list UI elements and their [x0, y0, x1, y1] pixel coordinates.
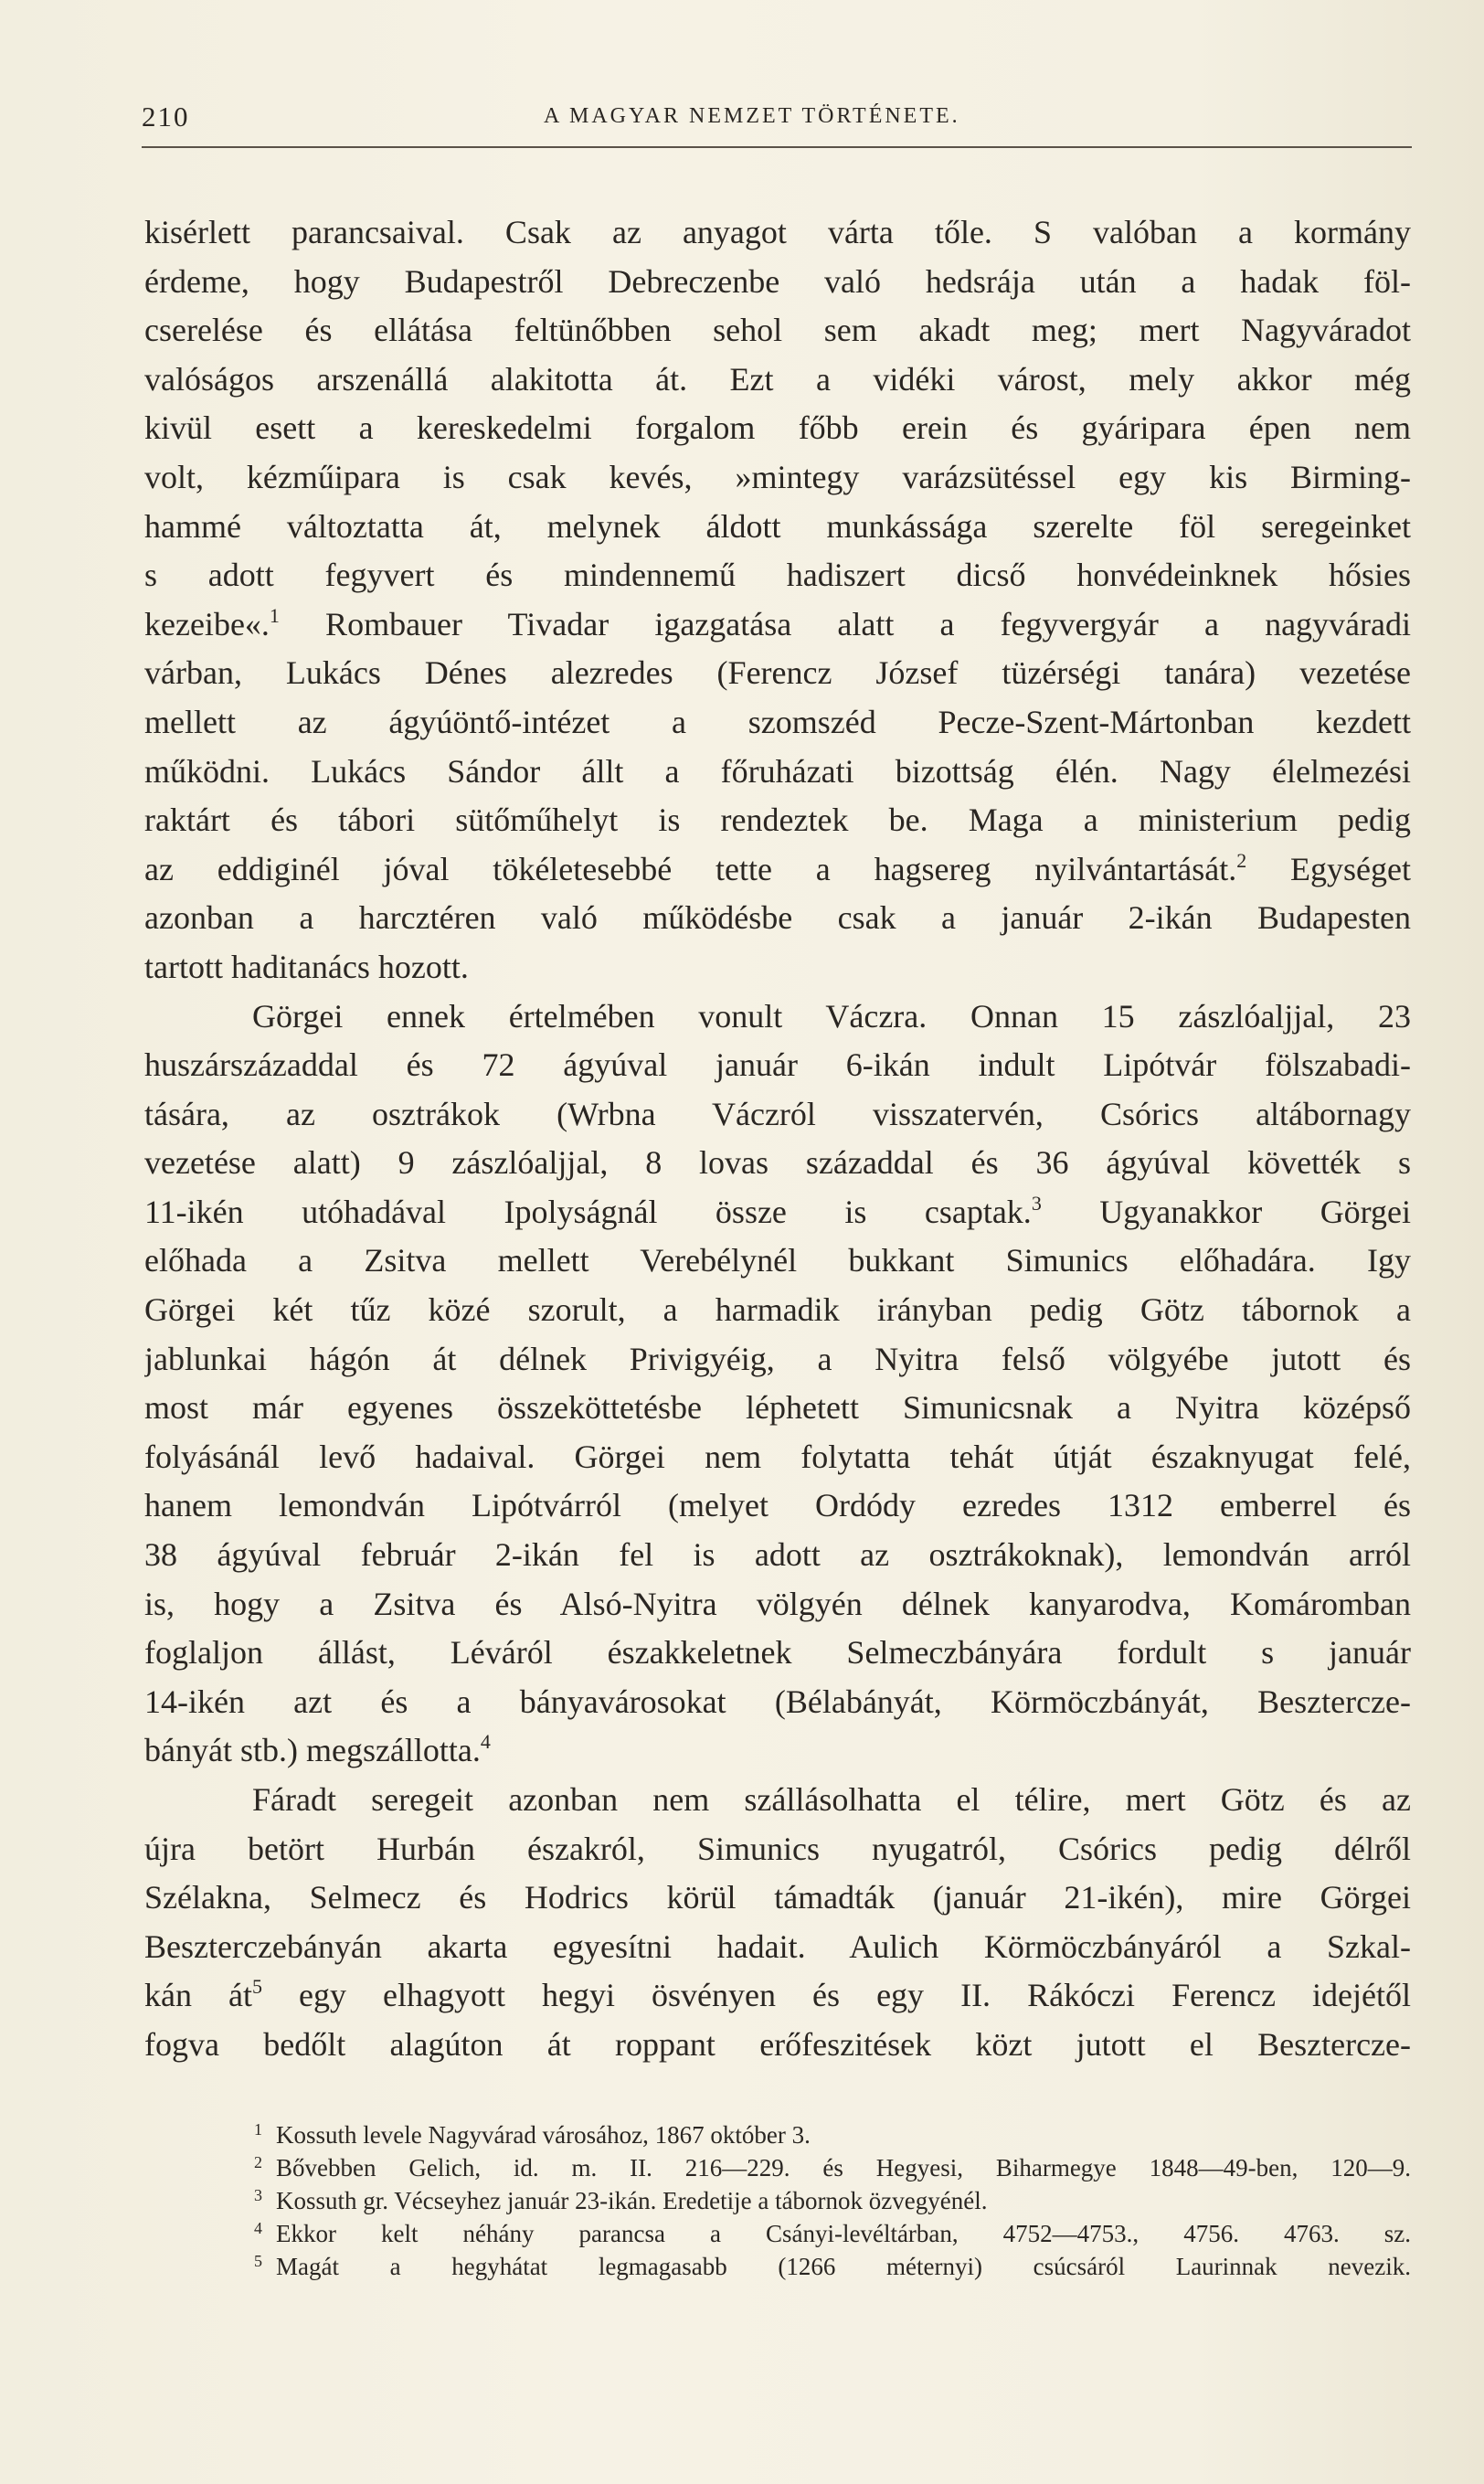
text-segment: bányát stb.) megszállotta. — [144, 1732, 481, 1769]
footnote-text: Magát a hegyhátat legmagasabb (1266 méternyi) csúcsáról Laurinnak nevezik. — [276, 2253, 1411, 2280]
footnote-text: Bővebben Gelich, id. m. II. 216—229. és Hegyesi, Biharmegye 1848—49-ben, 120—9. — [276, 2154, 1411, 2181]
text-segment: kezeibe«. — [144, 605, 270, 642]
text-line: vezetése alatt) 9 zászlóaljjal, 8 lovas századdal és 36 ágyúval követték s — [144, 1144, 1411, 1182]
text-line — [144, 1971, 1411, 2021]
text-line — [144, 845, 1411, 895]
text-segment: egy elhagyott hegyi ösvényen és egy II. Rákóczi Ferencz idejétől — [262, 1977, 1411, 2014]
footnote-ref: 2 — [1236, 848, 1247, 872]
text-line: fogva bedőlt alagúton át roppant erőfeszitések közt jutott el Beszterczе- — [144, 2025, 1411, 2063]
footnote-ref: 1 — [269, 603, 280, 627]
text-line: most már egyenes összeköttetésbe léphetett Simunicsnak a Nyitra középső — [144, 1389, 1411, 1427]
text-line: foglaljon állást, Léváról északkeletnek Selmeczbányára fordult s január — [144, 1634, 1411, 1672]
text-line: tartott haditanács hozott. — [144, 948, 469, 985]
footnote-ref: 5 — [252, 1975, 262, 1999]
text-line — [144, 1726, 1411, 1776]
text-line: Görgei ennek értelmében vonult Váczra. Onnan 15 zászlóaljjal, 23 — [252, 997, 1411, 1035]
text-segment: kán át — [144, 1977, 252, 2014]
footnote-ref: 3 — [1031, 1191, 1042, 1215]
footnote-mark: 5 — [254, 2252, 262, 2270]
text-line: Szélakna, Selmecz és Hodrics körül támadták (január 21-ikén), mire Görgei — [144, 1879, 1411, 1916]
text-line: volt, kézműipara is csak kevés, »mintegy varázsütéssel egy kis Birming- — [144, 458, 1411, 495]
text-line — [144, 600, 1411, 650]
footnote-mark: 1 — [254, 2120, 262, 2139]
text-line: tására, az osztrákok (Wrbna Váczról visszatervén, Csórics altábornagy — [144, 1095, 1411, 1132]
text-line: raktárt és tábori sütőműhelyt is rendeztek be. Maga a ministerium pedig — [144, 801, 1411, 839]
text-line — [144, 1188, 1411, 1237]
text-line: kisérlett parancsaival. Csak az anyagot várta tőle. S valóban a kormány — [144, 214, 1411, 250]
page-header — [142, 95, 1412, 148]
footnote — [144, 2118, 1411, 2151]
footnote-mark: 4 — [254, 2219, 262, 2237]
text-segment: Egységet — [1246, 850, 1411, 887]
text-line: hammé változtatta át, melynek áldott munkássága szerelte föl seregeinket — [144, 507, 1411, 545]
footnote-mark: 2 — [254, 2153, 262, 2171]
footnote-ref: 4 — [480, 1730, 491, 1754]
text-line: újra betört Hurbán északról, Simunics nyugatról, Csórics pedig délről — [144, 1830, 1411, 1867]
text-segment: 11-ikén utóhadával Ipolyságnál össze is csaptak. — [144, 1193, 1032, 1230]
text-line: várban, Lukács Dénes alezredes (Ferencz József tüzérségi tanára) vezetése — [144, 654, 1411, 692]
text-line: érdeme, hogy Budapestről Debreczenbe való hedsrája után a hadak föl- — [144, 262, 1411, 300]
text-line: huszárszázaddal és 72 ágyúval január 6-ikán indult Lipótvár fölszabadi- — [144, 1046, 1411, 1084]
footnote-text: Kossuth gr. Vécseyhez január 23-ikán. Eredetije a tábornok özvegyénél. — [276, 2187, 988, 2214]
text-line: előhada a Zsitva mellett Verebélynél bukkant Simunics előhadára. Igy — [144, 1242, 1411, 1279]
footnote-text: Ekkor kelt néhány parancsa a Csányi-levéltárban, 4752—4753., 4756. 4763. sz. — [276, 2220, 1411, 2247]
text-line: Görgei két tűz közé szorult, a harmadik irányban pedig Götz tábornok a — [144, 1291, 1411, 1329]
text-segment: Rombauer Tivadar igazgatása alatt a fegyvergyár a nagyváradi — [279, 605, 1411, 642]
text-line: valóságos arszenállá alakitotta át. Ezt a vidéki várost, mely akkor még — [144, 360, 1411, 398]
text-line: Fáradt seregeit azonban nem szállásolhatta el télire, mert Götz és az — [252, 1781, 1411, 1818]
text-segment: az eddiginél jóval tökéletesebbé tette a hagsereg nyilvántartását. — [144, 850, 1237, 887]
text-line: folyásánál levő hadaival. Görgei nem folytatta tehát útját északnyugat felé, — [144, 1438, 1411, 1475]
text-line: működni. Lukács Sándor állt a főruházati bizottság élén. Nagy élelmezési — [144, 752, 1411, 790]
text-segment: Ugyanakkor Görgei — [1041, 1193, 1411, 1230]
body-text — [144, 208, 1411, 2070]
text-line: hanem lemondván Lipótvárról (melyet Ordódy ezredes 1312 emberrel és — [144, 1487, 1411, 1524]
text-line: cserelése és ellátása feltünőbben sehol sem akadt meg; mert Nagyváradot — [144, 312, 1411, 349]
text-line: 38 ágyúval február 2-ikán fel is adott az osztrákoknak), lemondván arról — [144, 1536, 1411, 1574]
text-line: mellett az ágyúöntő-intézet a szomszéd Pecze-Szent-Mártonban kezdett — [144, 703, 1411, 740]
text-line: s adott fegyvert és mindennemű hadiszert dicső honvédeinknek hősies — [144, 557, 1411, 594]
text-line: is, hogy a Zsitva és Alsó-Nyitra völgyén délnek kanyarodva, Komáromban — [144, 1585, 1411, 1622]
text-line: azonban a harcztéren való működésbe csak a január 2-ikán Budapesten — [144, 899, 1411, 937]
footnote-mark: 3 — [254, 2186, 262, 2204]
running-title: A MAGYAR NEMZET TÖRTÉNETE. — [544, 104, 960, 128]
footnote — [144, 2151, 1411, 2184]
text-line: Beszterczebányán akarta egyesítni hadait. Aulich Körmöczbányáról a Szkal- — [144, 1927, 1411, 1965]
footnote — [144, 2184, 1411, 2217]
footnote-text: Kossuth levele Nagyvárad városához, 1867 október 3. — [276, 2121, 811, 2149]
page-number: 210 — [142, 101, 190, 133]
text-line: 14-ikén azt és a bányavárosokat (Bélabányát, Körmöczbányát, Beszterczе- — [144, 1683, 1411, 1720]
text-line: jablunkai hágón át délnek Privigyéig, a Nyitra felső völgyébe jutott és — [144, 1340, 1411, 1377]
footnotes — [144, 2118, 1411, 2283]
footnote — [144, 2217, 1411, 2250]
text-line: kivül esett a kereskedelmi forgalom főbb erein és gyáripara épen nem — [144, 409, 1411, 447]
footnote — [144, 2250, 1411, 2283]
